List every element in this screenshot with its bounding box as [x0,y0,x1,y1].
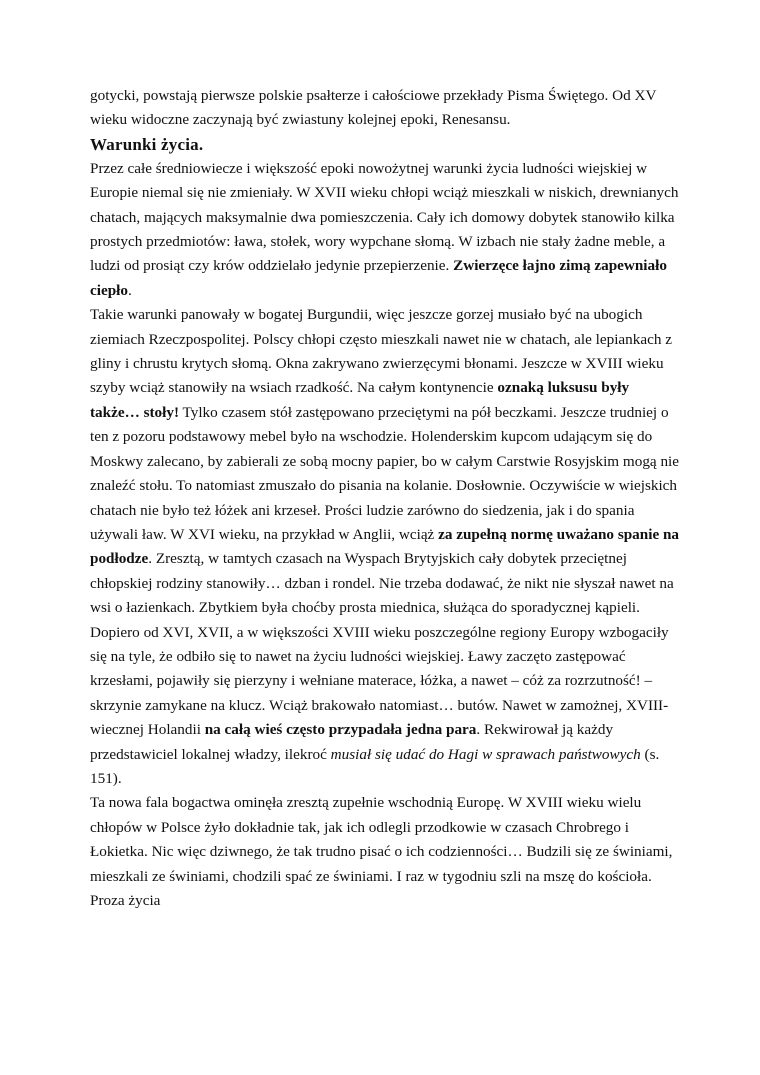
paragraph-4: Ta nowa fala bogactwa ominęła zresztą zupełnie wschodnią Europę. W XVIII wieku wielu chłopów w Polsce żyło dokładnie tak, jak ich odlegli przodkowie w czasach Chrobrego i Łokietka. Nic więc dziwnego, że tak trudno pisać o ich codzienności… Budzili się ze świniami, mieszkali ze świniami, chodzili spać ze świniami. I raz w tygodniu szli na mszę do kościoła. Proza życia [90,794,673,909]
p1-bold: Zwierzęce łajno zimą zapewniało ciepło [90,257,667,299]
p3-bold-1: na całą wieś często przypadała jedna para [204,721,477,739]
p1-end: . [127,281,132,299]
p3-d: (s. 151). [90,745,660,787]
p3-italic-1: musiał się udać do Hagi w sprawach państwowych [330,745,641,763]
paragraph-1 [90,157,680,303]
p3-c: . Rekwirował ją każdy przedstawiciel lokalnej władzy, ilekroć [90,721,614,763]
p2-d: . Zresztą, w tamtych czasach na Wyspach Brytyjskich cały dobytek przeciętnej chłopskiej rodziny stanowiły… dzban i rondel. Nie trzeba dodawać, że nikt nie słyszał nawet na wsi o łazienkach. Zbytkiem była choćby prosta miednica, służąca do sporadycznej kąpieli. [90,550,674,617]
p1-text: Przez całe średniowiecze i większość epoki nowożytnej warunki życia ludności wiejskiej w Europie niemal się nie zmieniały. W XVII wieku chłopi wciąż mieszkali w niskich, drewnianych chatach, mających maksymalnie dwa pomieszczenia. Cały ich domowy dobytek stanowiło kilka prostych przedmiotów: ława, stołek, wory wypchane słomą. W izbach nie stały żadne meble, a ludzi od prosiąt czy krów oddzielało jedynie przepierzenie. [90,159,679,275]
p2-bold-2: za zupełną normę uważano spanie na podłodze [90,525,680,568]
p2-c: Tylko czasem stół zastępowano przeciętymi na pół beczkami. Jeszcze trudniej o ten z pozoru podstawowy mebel było na wschodzie. Holenderskim kupcom udającym się do Moskwy zalecano, by zabierali ze sobą mocny papier, bo w całym Carstwie Rosyjskim mogą nie znaleźć stołu. To natomiast zmuszało do pisania na kolanie. Dosłownie. Oczywiście w wiejskich chatach nie było też łóżek ani krzeseł. Prości ludzie zarówno do siedzenia, jak i do spania używali ław. W XVI wieku, na przykład w Anglii, wciąż [90,403,680,543]
p2-bold-1: oznaką luksusu były także… stoły! [90,379,630,421]
p3-a: Dopiero od XVI, XVII, a w większości XVIII wieku poszczególne regiony Europy wzbogaciły się na tyle, że odbiło się to nawet na życiu ludności wiejskiej. Ławy zaczęto zastępować krzesłami, pojawiły się pierzyny i wełniane materace, łóżka, a nawet – cóż za rozrzutność! – skrzynie zamykane na klucz. Wciąż brakowało natomiast… butów. Nawet w zamożnej, XVIII-wiecznej Holandii [90,623,669,739]
paragraph-2 [90,303,680,620]
document-page [90,84,680,913]
paragraph-3 [90,621,680,792]
section-heading: Warunki życia. [90,134,204,154]
p2-a: Takie warunki panowały w bogatej Burgundii, więc jeszcze gorzej musiało być na ubogich ziemiach Rzeczpospolitej. Polscy chłopi często mieszkali nawet nie w chatach, ale lepiankach z gliny i chrustu krytych słomą. Okna zakrywano zwierzęcymi błonami. Jeszcze w XVIII wieku szyby wciąż stanowiły na wsiach rzadkość. Na całym kontynencie [90,306,672,397]
intro-paragraph: gotycki, powstają pierwsze polskie psałterze i całościowe przekłady Pisma Świętego. Od XV wieku widoczne zaczynają być zwiastuny kolejnej epoki, Renesansu. [90,87,657,129]
